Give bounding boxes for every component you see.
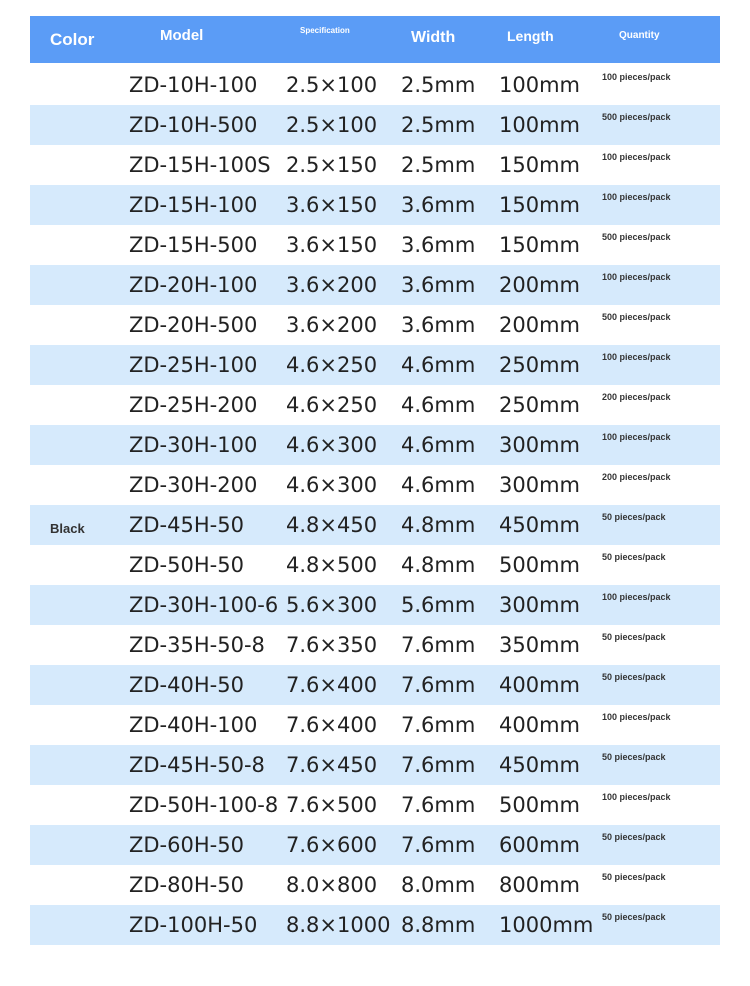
model-cell: ZD-30H-100 [129,433,258,457]
model-cell: ZD-20H-100 [129,273,258,297]
model-cell: ZD-60H-50 [129,833,244,857]
model-cell: ZD-10H-500 [129,113,258,137]
table-row [30,905,720,945]
length-cell: 250mm [499,353,580,377]
width-cell: 4.8mm [401,553,476,577]
model-cell: ZD-15H-500 [129,233,258,257]
table-header [30,16,720,63]
width-cell: 7.6mm [401,833,476,857]
model-cell: ZD-30H-100-6 [129,593,279,617]
length-cell: 100mm [499,113,580,137]
model-cell: ZD-15H-100 [129,193,258,217]
table-row [30,625,720,665]
table-row [30,105,720,145]
model-cell: ZD-50H-100-8 [129,793,279,817]
table-row [30,465,720,505]
table-row [30,265,720,305]
model-cell: ZD-25H-100 [129,353,258,377]
table-row [30,185,720,225]
quantity-cell: 100 pieces/pack [602,352,671,362]
length-cell: 500mm [499,793,580,817]
width-cell: 2.5mm [401,153,476,177]
spec-table [30,16,720,945]
header-model: Model [160,27,204,44]
length-cell: 400mm [499,673,580,697]
length-cell: 500mm [499,553,580,577]
quantity-cell: 100 pieces/pack [602,72,671,82]
quantity-cell: 50 pieces/pack [602,512,666,522]
model-cell: ZD-35H-50-8 [129,633,265,657]
model-cell: ZD-40H-100 [129,713,258,737]
model-cell: ZD-40H-50 [129,673,244,697]
header-width: Width [411,28,456,46]
width-cell: 4.6mm [401,393,476,417]
quantity-cell: 50 pieces/pack [602,552,666,562]
width-cell: 3.6mm [401,313,476,337]
table-row [30,545,720,585]
table-row [30,825,720,865]
specification-cell: 4.6×300 [286,473,378,497]
quantity-cell: 500 pieces/pack [602,232,671,242]
length-cell: 200mm [499,273,580,297]
specification-cell: 8.0×800 [286,873,378,897]
table-body [30,65,720,945]
length-cell: 600mm [499,833,580,857]
model-cell: ZD-10H-100 [129,73,258,97]
header-color: Color [50,29,95,49]
specification-cell: 2.5×100 [286,73,378,97]
length-cell: 100mm [499,73,580,97]
quantity-cell: 50 pieces/pack [602,632,666,642]
specification-cell: 7.6×450 [286,753,378,777]
quantity-cell: 200 pieces/pack [602,392,671,402]
specification-cell: 2.5×150 [286,153,378,177]
table-row [30,585,720,625]
length-cell: 150mm [499,193,580,217]
specification-cell: 3.6×150 [286,193,378,217]
width-cell: 8.0mm [401,873,476,897]
header-quantity: Quantity [619,30,660,41]
specification-cell: 8.8×1000 [286,913,391,937]
quantity-cell: 50 pieces/pack [602,672,666,682]
specification-cell: 7.6×400 [286,673,378,697]
table-row [30,225,720,265]
quantity-cell: 100 pieces/pack [602,432,671,442]
specification-cell: 7.6×400 [286,713,378,737]
quantity-cell: 100 pieces/pack [602,712,671,722]
width-cell: 7.6mm [401,713,476,737]
length-cell: 300mm [499,593,580,617]
width-cell: 4.6mm [401,433,476,457]
length-cell: 450mm [499,753,580,777]
quantity-cell: 100 pieces/pack [602,152,671,162]
specification-cell: 7.6×600 [286,833,378,857]
width-cell: 3.6mm [401,233,476,257]
model-cell: ZD-15H-100S [129,153,271,177]
length-cell: 200mm [499,313,580,337]
quantity-cell: 100 pieces/pack [602,592,671,602]
length-cell: 300mm [499,433,580,457]
specification-cell: 4.6×300 [286,433,378,457]
table-row [30,145,720,185]
length-cell: 150mm [499,233,580,257]
table-row [30,705,720,745]
header-specification: Specification [300,26,350,35]
specification-cell: 5.6×300 [286,593,378,617]
quantity-cell: 100 pieces/pack [602,792,671,802]
length-cell: 450mm [499,513,580,537]
header-length: Length [507,27,554,44]
table-row [30,385,720,425]
width-cell: 8.8mm [401,913,476,937]
length-cell: 150mm [499,153,580,177]
specification-cell: 7.6×500 [286,793,378,817]
width-cell: 4.6mm [401,473,476,497]
length-cell: 1000mm [499,913,594,937]
table-row [30,305,720,345]
width-cell: 7.6mm [401,633,476,657]
quantity-cell: 50 pieces/pack [602,752,666,762]
width-cell: 3.6mm [401,273,476,297]
quantity-cell: 50 pieces/pack [602,832,666,842]
specification-cell: 4.8×500 [286,553,378,577]
width-cell: 3.6mm [401,193,476,217]
specification-cell: 3.6×150 [286,233,378,257]
length-cell: 300mm [499,473,580,497]
width-cell: 5.6mm [401,593,476,617]
table-row [30,865,720,905]
width-cell: 2.5mm [401,113,476,137]
table-row [30,65,720,105]
color-value: Black [50,521,85,536]
specification-cell: 4.8×450 [286,513,378,537]
specification-cell: 4.6×250 [286,353,378,377]
table-row [30,745,720,785]
model-cell: ZD-45H-50-8 [129,753,265,777]
quantity-cell: 100 pieces/pack [602,192,671,202]
width-cell: 7.6mm [401,673,476,697]
table-row [30,345,720,385]
table-row [30,505,720,545]
quantity-cell: 50 pieces/pack [602,912,666,922]
width-cell: 2.5mm [401,73,476,97]
quantity-cell: 200 pieces/pack [602,472,671,482]
model-cell: ZD-50H-50 [129,553,244,577]
model-cell: ZD-25H-200 [129,393,258,417]
model-cell: ZD-45H-50 [129,513,244,537]
model-cell: ZD-100H-50 [129,913,258,937]
width-cell: 7.6mm [401,793,476,817]
width-cell: 4.8mm [401,513,476,537]
width-cell: 4.6mm [401,353,476,377]
quantity-cell: 50 pieces/pack [602,872,666,882]
table-row [30,425,720,465]
model-cell: ZD-80H-50 [129,873,244,897]
quantity-cell: 500 pieces/pack [602,312,671,322]
specification-cell: 4.6×250 [286,393,378,417]
specification-cell: 2.5×100 [286,113,378,137]
model-cell: ZD-20H-500 [129,313,258,337]
length-cell: 350mm [499,633,580,657]
specification-cell: 3.6×200 [286,273,378,297]
specification-cell: 7.6×350 [286,633,378,657]
length-cell: 250mm [499,393,580,417]
model-cell: ZD-30H-200 [129,473,258,497]
quantity-cell: 500 pieces/pack [602,112,671,122]
table-row [30,785,720,825]
length-cell: 800mm [499,873,580,897]
table-row [30,665,720,705]
width-cell: 7.6mm [401,753,476,777]
specification-cell: 3.6×200 [286,313,378,337]
quantity-cell: 100 pieces/pack [602,272,671,282]
length-cell: 400mm [499,713,580,737]
